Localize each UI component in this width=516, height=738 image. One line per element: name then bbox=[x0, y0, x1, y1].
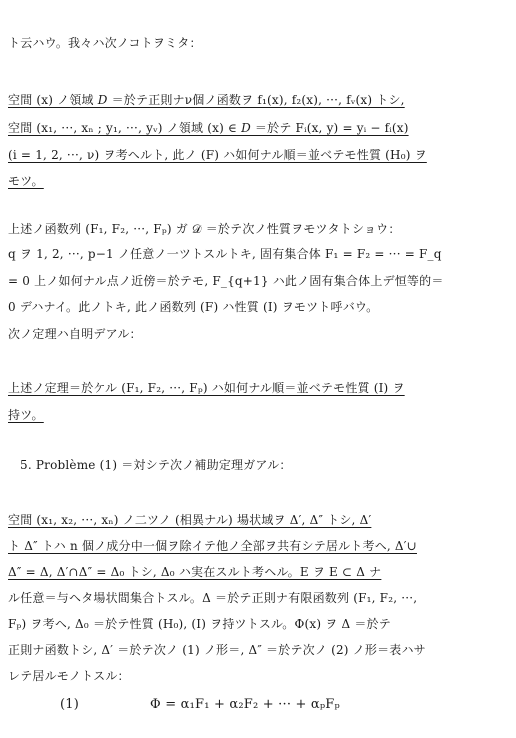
text-line: ト Δ″ トハ n 個ノ成分中一個ヲ除イテ他ノ全部ヲ共有シテ居ルト考ヘ, Δ′∪ bbox=[8, 539, 417, 553]
text-line: = 0 上ノ如何ナル点ノ近傍＝於テモ, F_{q+1} ハ此ノ固有集合体上デ恒等的＝ bbox=[8, 274, 444, 288]
text-line: 持ツ。 bbox=[8, 408, 44, 422]
text-line: ル任意＝与ヘタ場状間集合トスル。Δ ＝於テ正則ナ有限函数列 (F₁, F₂, ···, bbox=[8, 591, 418, 605]
text-line: 次ノ定理ハ自明デアル： bbox=[8, 327, 142, 341]
formula-number: (1) bbox=[60, 697, 80, 712]
text-line: モツ。 bbox=[8, 174, 44, 188]
formula-line bbox=[60, 696, 516, 714]
text-line: 0 デハナイ。此ノトキ, 此ノ函数列 (F) ハ性質 (I) ヲモツト呼バウ。 bbox=[8, 300, 379, 314]
text-line: Fₚ) ヲ考ヘ, Δ₀ ＝於テ性質 (H₀), (I) ヲ持ツトスル。Φ(x) ヲ Δ ＝於テ bbox=[8, 617, 391, 631]
text-line: 空間 (x₁, ···, xₙ ; y₁, ···, yᵥ) ノ領域 (x) ∈ 𝐷 ＝於テ Fᵢ(x, y) = yᵢ − fᵢ(x) bbox=[8, 121, 409, 135]
text-line: 正則ナ函数トシ, Δ′ ＝於テ次ノ (1) ノ形＝, Δ″ ＝於テ次ノ (2) ノ形＝表ハサ bbox=[8, 643, 426, 657]
text-line: 空間 (x₁, x₂, ···, xₙ) ノ二ツノ (相異ナル) 場状域ヲ Δ′, Δ″ トシ, Δ′ bbox=[8, 513, 372, 527]
text-line: 空間 (x) ノ領域 𝐷 ＝於テ正則ナν個ノ函数ヲ f₁(x), f₂(x), ···, fᵥ(x) トシ, bbox=[8, 93, 405, 107]
text-line: 上述ノ函数列 (F₁, F₂, ···, Fₚ) ガ 𝒟 ＝於テ次ノ性質ヲモツタトショウ： bbox=[8, 222, 401, 236]
text-line: q ヲ 1, 2, ···, p−1 ノ任意ノ一ツトスルトキ, 固有集合体 F₁ = F₂ = ··· = F_q bbox=[8, 247, 442, 261]
text-line: (i = 1, 2, ···, ν) ヲ考ヘルト, 此ノ (F) ハ如何ナル順＝並ベテモ性質 (H₀) ヲ bbox=[8, 148, 427, 162]
text-line: レテ居ルモノトスル： bbox=[8, 669, 130, 683]
text-line: ト云ハウ。我々ハ次ノコトヲミタ： bbox=[8, 36, 202, 50]
text-line: Δ″ = Δ, Δ′∩Δ″ = Δ₀ トシ, Δ₀ ハ実在スルト考ヘル。E ヲ E ⊂ Δ ナ bbox=[8, 565, 382, 579]
formula-expression: Φ = α₁F₁ + α₂F₂ + ··· + αₚFₚ bbox=[150, 697, 340, 712]
section-heading: 5. Problème (1) ＝対シテ次ノ補助定理ガアル： bbox=[20, 458, 292, 472]
text-line: 上述ノ定理＝於ケル (F₁, F₂, ···, Fₚ) ハ如何ナル順＝並ベテモ性質 (I) ヲ bbox=[8, 381, 405, 395]
